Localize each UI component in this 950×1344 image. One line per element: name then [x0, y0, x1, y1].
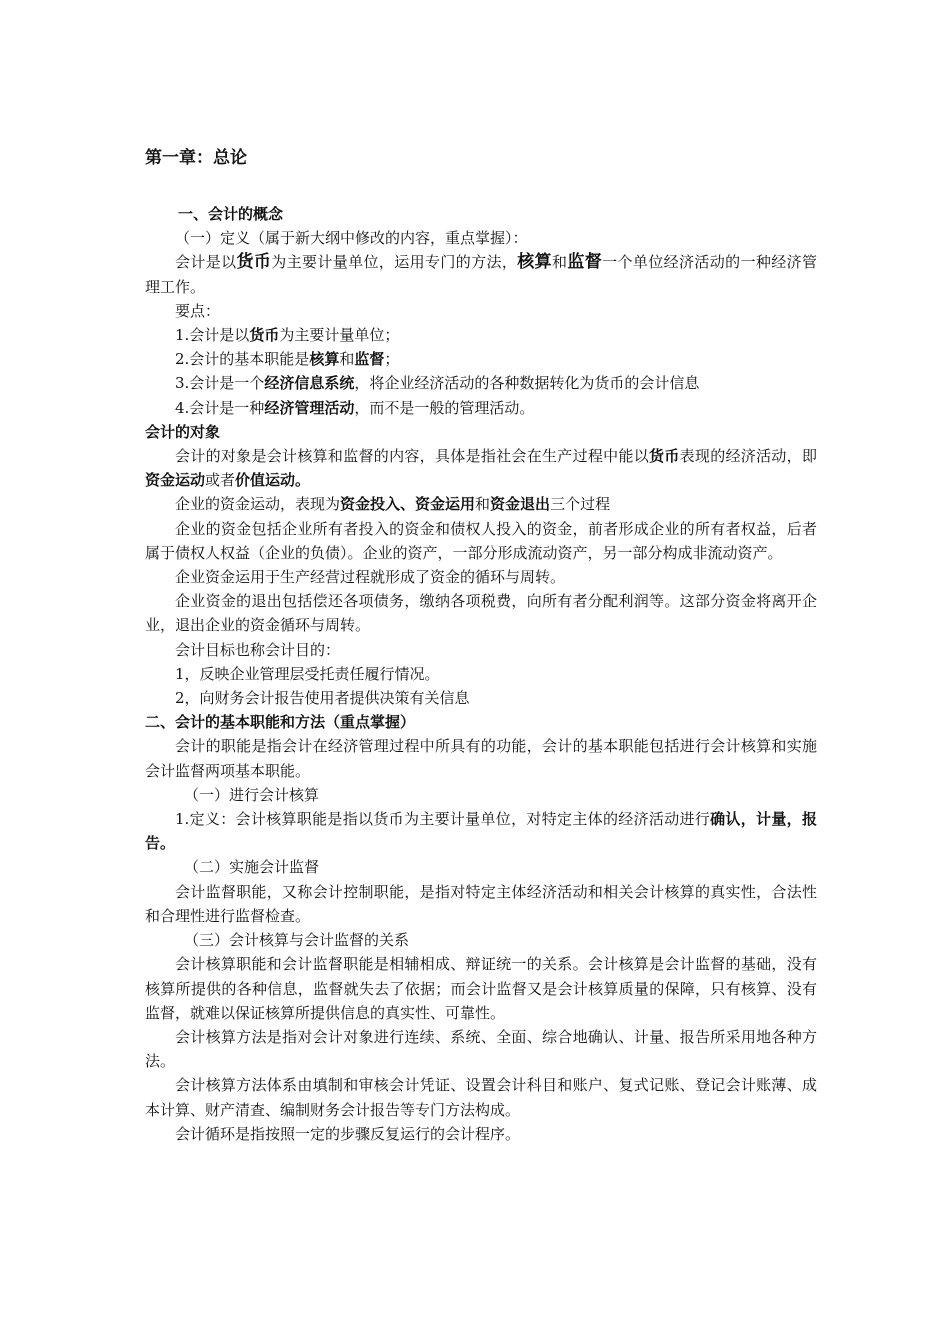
point-1: 1.会计是以货币为主要计量单位； [175, 326, 400, 345]
document-body [145, 145, 817, 1146]
object-paragraph-3: 企业的资金包括企业所有者投入的资金和债权人投入的资金，前者形成企业的所有者权益，后者属于债权人权益（企业的负债）。企业的资产，一部分形成流动资产，另一部分构成非流动资产。 [145, 519, 817, 562]
section-heading-functions: 二、会计的基本职能和方法（重点掌握） [145, 713, 416, 732]
points-label: 要点： [175, 301, 221, 320]
object-paragraph-4: 企业资金运用于生产经营过程就形成了资金的循环与周转。 [175, 568, 566, 587]
subsection-accounting: （一）进行会计核算 [184, 785, 320, 804]
supervision-definition: 会计监督职能，又称会计控制职能，是指对特定主体经济活动和相关会计核算的真实性，合法性和合理性进行监督检查。 [145, 882, 817, 925]
object-paragraph-2: 企业的资金运动，表现为资金投入、资金运用和资金退出三个过程 [175, 495, 611, 514]
goal-label: 会计目标也称会计目的： [175, 640, 341, 659]
chapter-title: 第一章：总论 [145, 148, 247, 168]
point-2: 2.会计的基本职能是核算和监督； [175, 350, 400, 369]
goal-1: 1，反映企业管理层受托责任履行情况。 [175, 664, 440, 683]
method-system-paragraph: 会计核算方法体系由填制和审核会计凭证、设置会计科目和账户、复式记账、登记会计账薄、成本计算、财产清查、编制财务会计报告等专门方法构成。 [145, 1076, 817, 1119]
relationship-paragraph: 会计核算职能和会计监督职能是相辅相成、辩证统一的关系。会计核算是会计监督的基础，没有核算所提供的各种信息，监督就失去了依据；而会计监督又是会计核算质量的保障，只有核算、没有监督，就难以保证核算所提供信息的真实性、可靠性。 [145, 955, 817, 1022]
subsection-supervision: （二）实施会计监督 [184, 858, 320, 877]
accounting-definition: 1.定义：会计核算职能是指以货币为主要计量单位，对特定主体的经济活动进行确认，计量，报告。 [145, 810, 817, 853]
subsection-relationship: （三）会计核算与会计监督的关系 [184, 931, 410, 950]
goal-2: 2，向财务会计报告使用者提供决策有关信息 [175, 689, 470, 708]
section-heading-concept: 一、会计的概念 [178, 205, 284, 223]
point-3: 3.会计是一个经济信息系统，将企业经济活动的各种数据转化为货币的会计信息 [175, 374, 700, 393]
accounting-cycle-paragraph: 会计循环是指按照一定的步骤反复运行的会计程序。 [175, 1124, 521, 1143]
point-4: 4.会计是一种经济管理活动，而不是一般的管理活动。 [175, 398, 535, 417]
object-paragraph-1: 会计的对象是会计核算和监督的内容，具体是指社会在生产过程中能以货币表现的经济活动，即资金运动或者价值运动。 [145, 447, 817, 490]
subsection-definition: （一）定义（属于新大纲中修改的内容，重点掌握）： [175, 229, 528, 248]
object-paragraph-5: 企业资金的退出包括偿还各项债务，缴纳各项税费，向所有者分配利润等。这部分资金将离开企业，退出企业的资金循环与周转。 [145, 592, 817, 635]
section-heading-object: 会计的对象 [145, 422, 221, 441]
methods-paragraph: 会计核算方法是指对会计对象进行连续、系统、全面、综合地确认、计量、报告所采用地各种方法。 [145, 1027, 817, 1071]
definition-paragraph: 会计是以货币为主要计量单位，运用专门的方法，核算和监督一个单位经济活动的一种经济管理工作。 [145, 252, 817, 296]
functions-intro: 会计的职能是指会计在经济管理过程中所具有的功能，会计的基本职能包括进行会计核算和实施会计监督两项基本职能。 [145, 737, 817, 780]
